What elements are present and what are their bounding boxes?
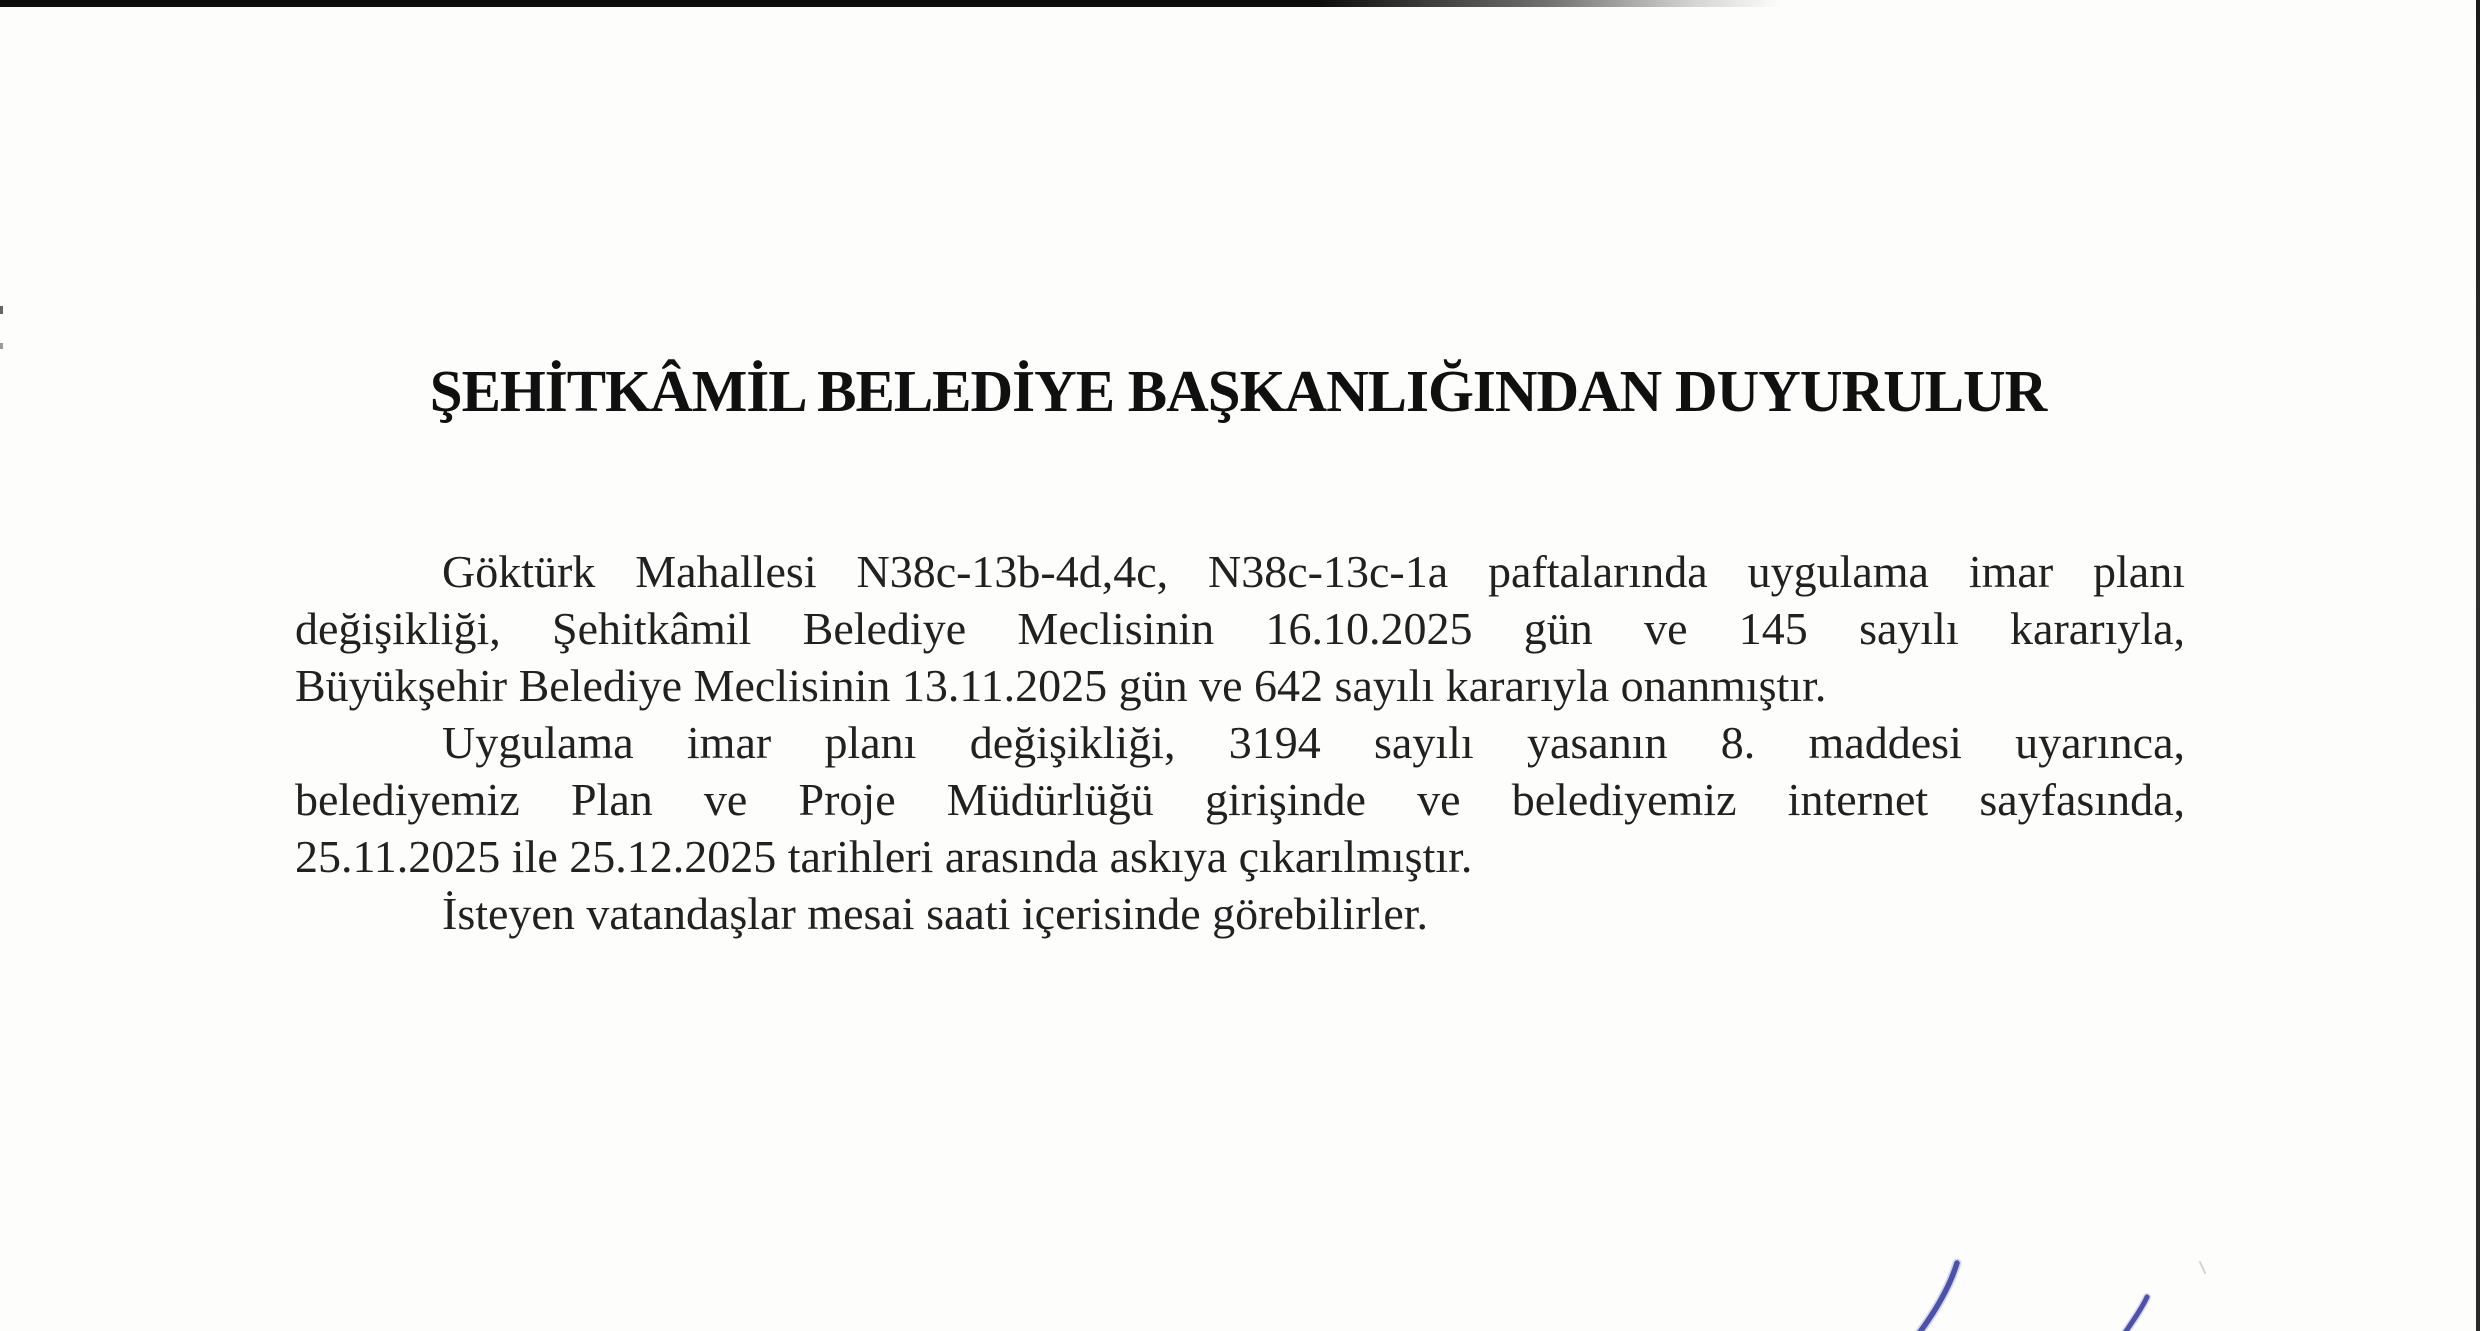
- body-line: Büyükşehir Belediye Meclisinin 13.11.2025 gün ve 642 sayılı kararıyla onanmıştır.: [295, 660, 1827, 711]
- faint-tick-mark: [2200, 1262, 2205, 1273]
- body-line: 25.11.2025 ile 25.12.2025 tarihleri arasında askıya çıkarılmıştır.: [295, 831, 1473, 882]
- pen-stroke-halo: [1914, 1263, 1957, 1331]
- announcement-title: ŞEHİTKÂMİL BELEDİYE BAŞKANLIĞINDAN DUYURULUR: [429, 358, 2047, 424]
- pen-stroke-2: [2120, 1297, 2147, 1331]
- pen-stroke-halo: [2120, 1297, 2147, 1331]
- body-line: değişikliği, Şehitkâmil Belediye Meclisinin 16.10.2025 gün ve 145 sayılı kararıyla,: [295, 603, 2185, 654]
- body-line: Göktürk Mahallesi N38c-13b-4d,4c, N38c-13c-1a paftalarında uygulama imar planı: [442, 546, 2185, 597]
- scan-artifact-left-speck: [0, 306, 3, 314]
- body-line: belediyemiz Plan ve Proje Müdürlüğü girişinde ve belediyemiz internet sayfasında,: [295, 774, 2185, 825]
- scan-artifact-left-speck: [0, 343, 3, 349]
- body-line: İsteyen vatandaşlar mesai saati içerisinde görebilirler.: [442, 888, 1429, 939]
- scan-artifact-right-edge-line: [2476, 0, 2480, 1331]
- announcement-body: [295, 543, 2185, 942]
- pen-stroke-1: [1914, 1263, 1957, 1331]
- body-line: Uygulama imar planı değişikliği, 3194 sayılı yasanın 8. maddesi uyarınca,: [442, 717, 2185, 768]
- scan-artifact-top-bar: [0, 0, 1780, 7]
